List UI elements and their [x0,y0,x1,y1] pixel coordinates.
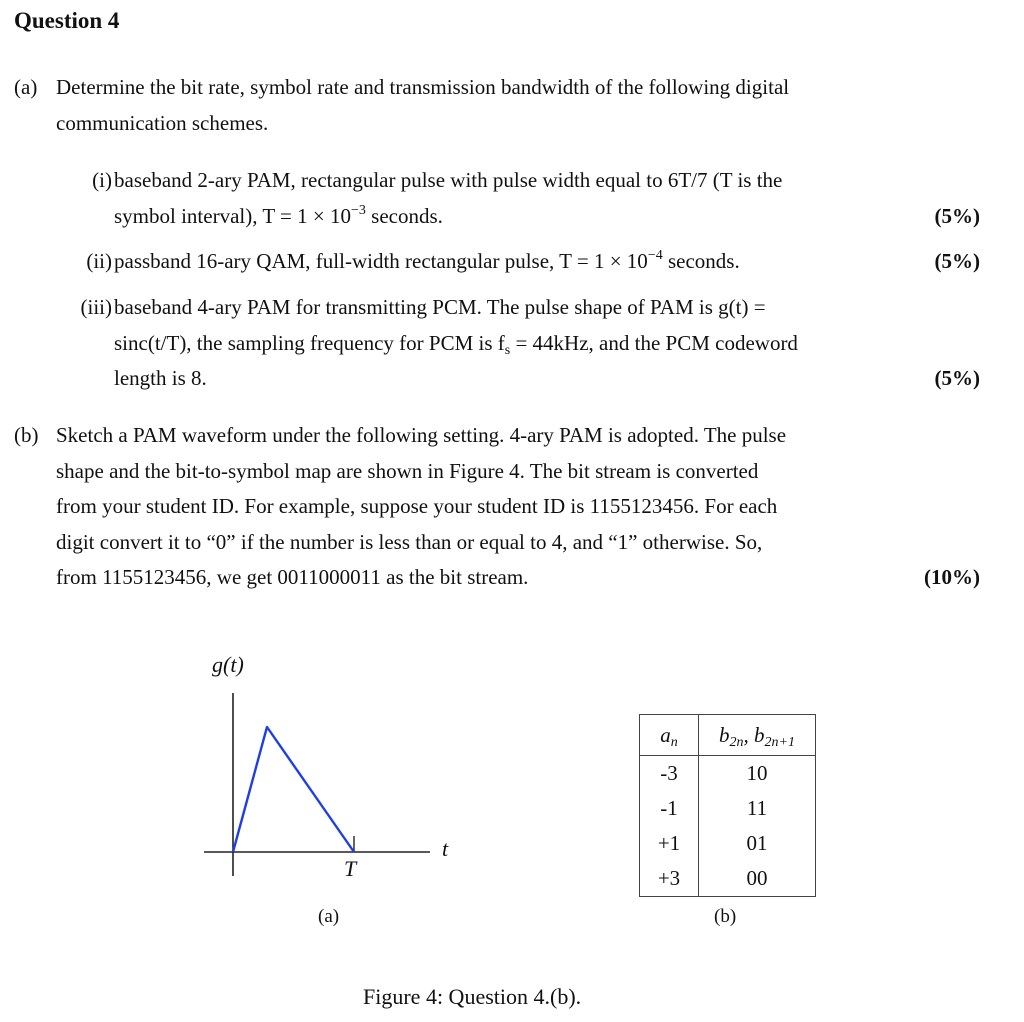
plot-x-label: t [442,836,449,861]
plot-caption: (a) [318,906,340,927]
plot-y-label: g(t) [212,652,244,677]
item-i-line-1: baseband 2-ary PAM, rectangular pulse with pulse width equal to 6T/7 (T is the [114,168,783,192]
table-cell-symbol: -3 [640,756,699,792]
item-iii-line-1: baseband 4-ary PAM for transmitting PCM. The pulse shape of PAM is g(t) = [114,295,766,319]
item-iii-line-2-end: = 44kHz, and the PCM codeword [510,330,798,355]
table-cell-bits: 01 [746,831,768,855]
table-cell-symbol: +3 [640,861,699,897]
item-iii-label: (iii) [80,295,112,319]
table-cell-bits: 00 [746,866,768,890]
table-cell-bits: 11 [746,796,768,820]
item-i-exponent: −3 [350,202,366,218]
item-ii [56,244,980,280]
part-b-line-5-text: from 1155123456, we get 0011000011 as the bit stream. [56,565,529,589]
part-b-line-1: Sketch a PAM waveform under the following setting. 4-ary PAM is adopted. The pulse [56,423,787,447]
table-header-bits: $b_{2n}$, $b_{2n+1}$ [699,715,816,756]
question-title: Question 4 [14,8,120,33]
table-row [640,791,816,826]
item-ii-line-1 [114,244,980,280]
plot-tick-label: T [344,856,357,881]
item-iii-subscript: s [504,342,511,358]
item-iii-line-2-text: sinc(t/T), the sampling frequency for PCM is f [114,330,505,355]
item-i-line-2-end: seconds. [365,203,443,228]
item-i-line-2 [114,199,980,235]
part-b-line-4: digit convert it to “0” if the number is less than or equal to 4, and “1” otherwise. So, [56,529,763,554]
part-a-line-1: Determine the bit rate, symbol rate and transmission bandwidth of the following digital [56,75,790,99]
table-row [640,861,816,897]
item-ii-label: (ii) [86,249,112,273]
part-b-line-5 [56,560,980,596]
table-row [640,756,816,792]
part-b-percent: (10%) [924,565,980,589]
part-b-label: (b) [14,423,39,447]
item-iii-percent: (5%) [934,366,980,390]
item-ii-line-1-text: passband 16-ary QAM, full-width rectangular pulse, T = 1 × 10 [114,249,648,273]
table-cell-bits: 10 [746,761,768,785]
item-i-line-2-text: symbol interval), T = 1 × 10 [114,203,351,228]
item-i-percent: (5%) [934,203,980,228]
figure-caption: Figure 4: Question 4.(b). [363,984,582,1009]
part-b-line-3: from your student ID. For example, suppose your student ID is 1155123456. For each [56,494,778,518]
part-b [14,418,980,596]
item-ii-line-1-end: seconds. [662,249,740,273]
table-cell-symbol: +1 [640,826,699,861]
part-a-label: (a) [14,75,38,99]
item-iii-line-3-text: length is 8. [114,366,207,390]
part-a-line-2: communication schemes. [56,110,269,135]
table-cell-symbol: -1 [640,791,699,826]
item-iii-line-3 [114,361,980,397]
part-b-line-2: shape and the bit-to-symbol map are shown in Figure 4. The bit stream is converted [56,458,759,483]
table-caption: (b) [714,906,737,927]
part-a [14,70,980,141]
bit-symbol-table [639,714,816,897]
item-ii-percent: (5%) [934,249,980,273]
pulse-waveform [233,727,354,852]
table-header-symbol: $a_n$ [640,715,699,756]
item-ii-exponent: −4 [647,248,663,263]
item-iii-line-2 [114,326,980,362]
item-i [56,163,980,234]
item-i-label: (i) [92,168,112,192]
item-iii [56,290,980,397]
table-row [640,826,816,861]
